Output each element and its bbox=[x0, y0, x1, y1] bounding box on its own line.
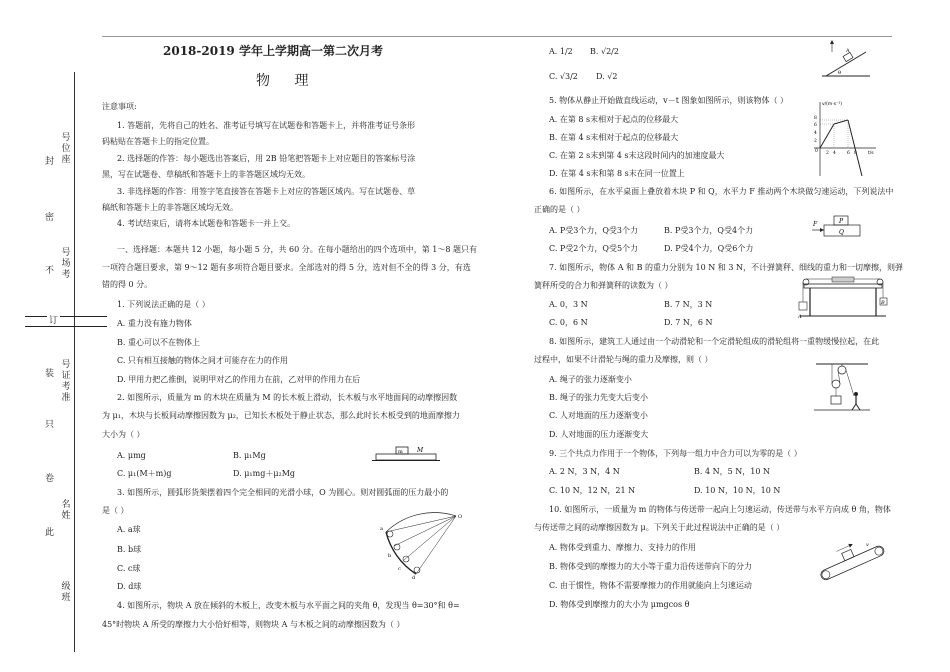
q10-fig-v: v bbox=[866, 542, 869, 548]
q6-stem: 6. 如图所示，在水平桌面上叠放着木块 P 和 Q，水平力 F 推动两个木块做匀速运动，下列说法中 bbox=[549, 187, 894, 196]
seal-char-4: 订 bbox=[49, 316, 59, 326]
q5-fig-ytick: 8 bbox=[814, 116, 817, 121]
q6-figure bbox=[810, 212, 862, 240]
q7-figure bbox=[796, 272, 890, 322]
name-label: 名 姓 bbox=[61, 500, 71, 521]
q8-stem: 过程中，如果不计滑轮与绳的重力及摩擦，则（ ） bbox=[534, 355, 713, 364]
notice-line: 2. 选择题的作答：每小题选出答案后，用 2B 铅笔把答题卡上对应题目的答案标号涂 bbox=[117, 154, 416, 163]
q1-option-c: C. 只有相互接触的物体之间才可能存在力的作用 bbox=[117, 356, 288, 365]
notice-line: 稿纸和答题卡上的非答题区域均无效。 bbox=[102, 203, 238, 212]
q2-option-b: B. μ₁Mg bbox=[233, 451, 266, 460]
q2-stem: 2. 如图所示，质量为 m 的木块在质量为 M 的长木板上滑动，长木板与水平地面间的动摩擦因数 bbox=[117, 393, 458, 402]
q6-fig-Q: Q bbox=[839, 229, 844, 236]
q7-fig-A: A bbox=[798, 314, 802, 320]
q8-option-d: D. 人对地面的压力逐渐变大 bbox=[549, 430, 649, 439]
q2-option-a: A. μmg bbox=[117, 451, 146, 460]
q5-option-b: B. 在第 4 s末相对于起点的位移最大 bbox=[549, 133, 679, 142]
q3-fig-d: d bbox=[412, 575, 416, 580]
q3-option-d: D. d球 bbox=[117, 582, 142, 591]
q3-fig-c: c bbox=[398, 566, 401, 572]
q3-option-b: B. b球 bbox=[117, 545, 142, 554]
q4-option-d: D. √2 bbox=[596, 72, 618, 81]
seal-char-7: 卷 bbox=[45, 474, 55, 484]
seal-char-6: 只 bbox=[45, 420, 55, 430]
q5-option-c: C. 在第 2 s末到第 4 s末这段时间内的加速度最大 bbox=[549, 151, 725, 160]
q5-fig-xtick: 8 bbox=[854, 151, 857, 156]
q4-stem: 4. 如图所示，物块 A 放在倾斜的木板上，改变木板与水平面之间的夹角 θ，发现当 θ=30°和 θ= bbox=[117, 601, 460, 610]
q6-option-c: C. P受2个力，Q受5个力 bbox=[549, 244, 639, 253]
q4-fig-theta: θ bbox=[838, 70, 842, 76]
q10-stem: 10. 如图所示，一质量为 m 的物体与传送带一起向上匀速运动，传送带与水平方向成 θ 角，物体 bbox=[549, 505, 891, 514]
q7-stem: 7. 如图所示，物体 A 和 B 的重力分别为 10 N 和 3 N，不计弹簧秤、细线的重力和一切摩擦，则弹 bbox=[549, 263, 903, 272]
q8-option-c: C. 人对地面的压力逐渐变小 bbox=[549, 411, 648, 420]
seat-label: 号 位 座 bbox=[61, 133, 71, 165]
q5-fig-xtick: 4 bbox=[833, 151, 836, 156]
q5-stem: 5. 物体从静止开始做直线运动，v－t 图象如图所示，则该物体（ ） bbox=[549, 96, 788, 105]
q10-option-d: D. 物体受到摩擦力的大小为 μmgcos θ bbox=[549, 600, 690, 609]
id-label: 号 证 考 准 bbox=[61, 360, 71, 403]
notice-line: 码粘贴在答题卡上的指定位置。 bbox=[102, 137, 214, 146]
q3-option-c: C. c球 bbox=[117, 564, 141, 573]
q9-option-b: B. 4 N，5 N，10 N bbox=[694, 467, 770, 476]
q5-fig-ytick: 2 bbox=[814, 139, 817, 144]
notice-heading: 注意事项: bbox=[102, 102, 137, 111]
q1-option-d: D. 甲用力把乙推倒，说明甲对乙的作用力在前，乙对甲的作用力在后 bbox=[117, 375, 361, 384]
q6-option-d: D. P受4个力，Q受6个力 bbox=[664, 244, 754, 253]
subject-title: 物 理 bbox=[256, 73, 319, 89]
q9-stem: 9. 三个共点力作用于一个物体，下列每一组力中合力可以为零的是（ ） bbox=[549, 449, 802, 458]
q8-stem: 8. 如图所示，建筑工人通过由一个动滑轮和一个定滑轮组成的滑轮组将一重物缓慢拉起，在此 bbox=[549, 337, 880, 346]
q6-fig-P: P bbox=[839, 218, 844, 225]
q6-option-b: B. P受3个力，Q受4个力 bbox=[664, 226, 754, 235]
section-intro: 错的得 0 分。 bbox=[102, 280, 153, 289]
q3-option-a: A. a球 bbox=[117, 525, 141, 534]
q8-option-b: B. 绳子的张力先变大后变小 bbox=[549, 393, 648, 402]
q5-figure bbox=[810, 98, 880, 180]
seal-char-5: 装 bbox=[45, 369, 55, 379]
seal-char-2: 密 bbox=[45, 213, 55, 223]
q3-fig-a: a bbox=[380, 526, 383, 532]
q3-fig-O: O bbox=[458, 514, 463, 520]
q6-stem: 正确的是（ ） bbox=[534, 205, 585, 214]
binding-line bbox=[74, 72, 75, 652]
q1-option-a: A. 重力没有施力物体 bbox=[117, 319, 192, 328]
q7-stem: 簧秤所受的合力和弹簧秤的读数为（ ） bbox=[534, 281, 673, 290]
section-intro: 一项符合题目要求，第 9～12 题有多项符合题目要求。全部选对的得 5 分，选对但不全的得 3 分，有选 bbox=[102, 263, 471, 272]
class-label: 级 班 bbox=[61, 582, 71, 603]
room-label: 号 场 考 bbox=[61, 248, 71, 280]
q7-option-a: A. 0，3 N bbox=[549, 300, 588, 309]
q8-figure bbox=[812, 360, 872, 412]
seal-char-3: 不 bbox=[45, 266, 55, 276]
q2-fig-M: M bbox=[417, 447, 424, 454]
q5-fig-ytick: 0 bbox=[815, 149, 818, 154]
q1-option-b: B. 重心可以不在物体上 bbox=[117, 338, 200, 347]
q4-option-a: A. 1/2 bbox=[549, 47, 573, 56]
q5-fig-xtick: 6 bbox=[847, 151, 850, 156]
q7-option-b: B. 7 N，3 N bbox=[664, 300, 713, 309]
exam-title: 2018-2019 学年上学期高一第二次月考 bbox=[163, 44, 383, 58]
q10-stem: 与传送带之间的动摩擦因数为 μ。下列关于此过程说法中正确的是（ ） bbox=[534, 523, 785, 532]
notice-line: 黑，写在试题卷、草稿纸和答题卡上的非答题区域均无效。 bbox=[102, 170, 310, 179]
q5-fig-xtick: 2 bbox=[826, 151, 829, 156]
q2-option-d: D. μ₁mg＋μ₂Mg bbox=[233, 469, 296, 478]
q10-option-b: B. 物体受到的摩擦力的大小等于重力沿传送带向下的分力 bbox=[549, 562, 752, 571]
q9-option-a: A. 2 N，3 N，4 N bbox=[549, 467, 620, 476]
section-intro: 一、选择题：本题共 12 小题，每小题 5 分，共 60 分。在每小题给出的四个选项中，第 1～8 题只有 bbox=[117, 245, 477, 254]
top-rule bbox=[102, 36, 892, 37]
q6-option-a: A. P受3个力，Q受3个力 bbox=[549, 226, 638, 235]
q1-stem: 1. 下列说法正确的是（ ） bbox=[117, 300, 210, 309]
q3-stem: 是（ ） bbox=[102, 506, 129, 515]
q5-option-d: D. 在第 4 s末和第 8 s末在同一位置上 bbox=[549, 169, 685, 178]
q9-option-d: D. 10 N，10 N，10 N bbox=[694, 486, 781, 495]
q7-option-d: D. 7 N，6 N bbox=[664, 318, 713, 327]
notice-line: 3. 非选择题的作答：用签字笔直接答在答题卡上对应的答题区域内。写在试题卷、草 bbox=[117, 187, 416, 196]
q5-option-a: A. 在第 8 s末相对于起点的位移最大 bbox=[549, 115, 679, 124]
q4-option-b: B. √2/2 bbox=[590, 47, 619, 56]
seal-char-8: 此 bbox=[45, 528, 55, 538]
q8-option-a: A. 绳子的张力逐渐变小 bbox=[549, 375, 632, 384]
q5-fig-xlabel: t/s bbox=[868, 151, 874, 156]
seal-char-1: 封 bbox=[45, 157, 55, 167]
q10-figure bbox=[812, 538, 892, 584]
q3-figure bbox=[376, 512, 466, 580]
q7-option-c: C. 0，6 N bbox=[549, 318, 588, 327]
seal-box bbox=[25, 316, 107, 327]
q5-fig-ylabel: v/(m·s⁻¹) bbox=[822, 102, 843, 107]
q4-fig-A: A bbox=[846, 48, 850, 54]
q2-figure bbox=[372, 443, 440, 465]
q10-option-a: A. 物体受到重力、摩擦力、支持力的作用 bbox=[549, 543, 696, 552]
notice-line: 1. 答题前，先将自己的姓名、准考证号填写在试题卷和答题卡上，并将准考证号条形 bbox=[117, 121, 416, 130]
q5-fig-ytick: 4 bbox=[814, 131, 817, 136]
q3-stem: 3. 如图所示，圆弧形货架摆着四个完全相同的光滑小球，O 为圆心。则对圆弧面的压力最小的 bbox=[117, 488, 449, 497]
q3-fig-b: b bbox=[388, 553, 392, 559]
q2-option-c: C. μ₁(M＋m)g bbox=[117, 469, 172, 478]
q6-fig-F: F bbox=[813, 221, 818, 228]
q2-stem: 大小为（ ） bbox=[102, 430, 145, 439]
q4-figure bbox=[820, 38, 872, 80]
q4-stem: 45°时物块 A 所受的摩擦力大小恰好相等，则物块 A 与木板之间的动摩擦因数为（ ） bbox=[102, 620, 405, 629]
q10-option-c: C. 由于惯性，物体不需要摩擦力的作用就能向上匀速运动 bbox=[549, 581, 752, 590]
q2-fig-m: m bbox=[398, 449, 403, 455]
q2-stem: 为 μ₁，木块与长板间动摩擦因数为 μ₂，已知长木板处于静止状态，那么此时长木板受到的地面摩擦力 bbox=[102, 411, 460, 420]
q5-fig-ytick: 6 bbox=[814, 123, 817, 128]
q7-fig-B: B bbox=[881, 300, 885, 306]
notice-line: 4. 考试结束后，请将本试题卷和答题卡一并上交。 bbox=[117, 219, 296, 228]
q9-option-c: C. 10 N，12 N，21 N bbox=[549, 486, 636, 495]
q4-option-c: C. √3/2 bbox=[549, 72, 578, 81]
